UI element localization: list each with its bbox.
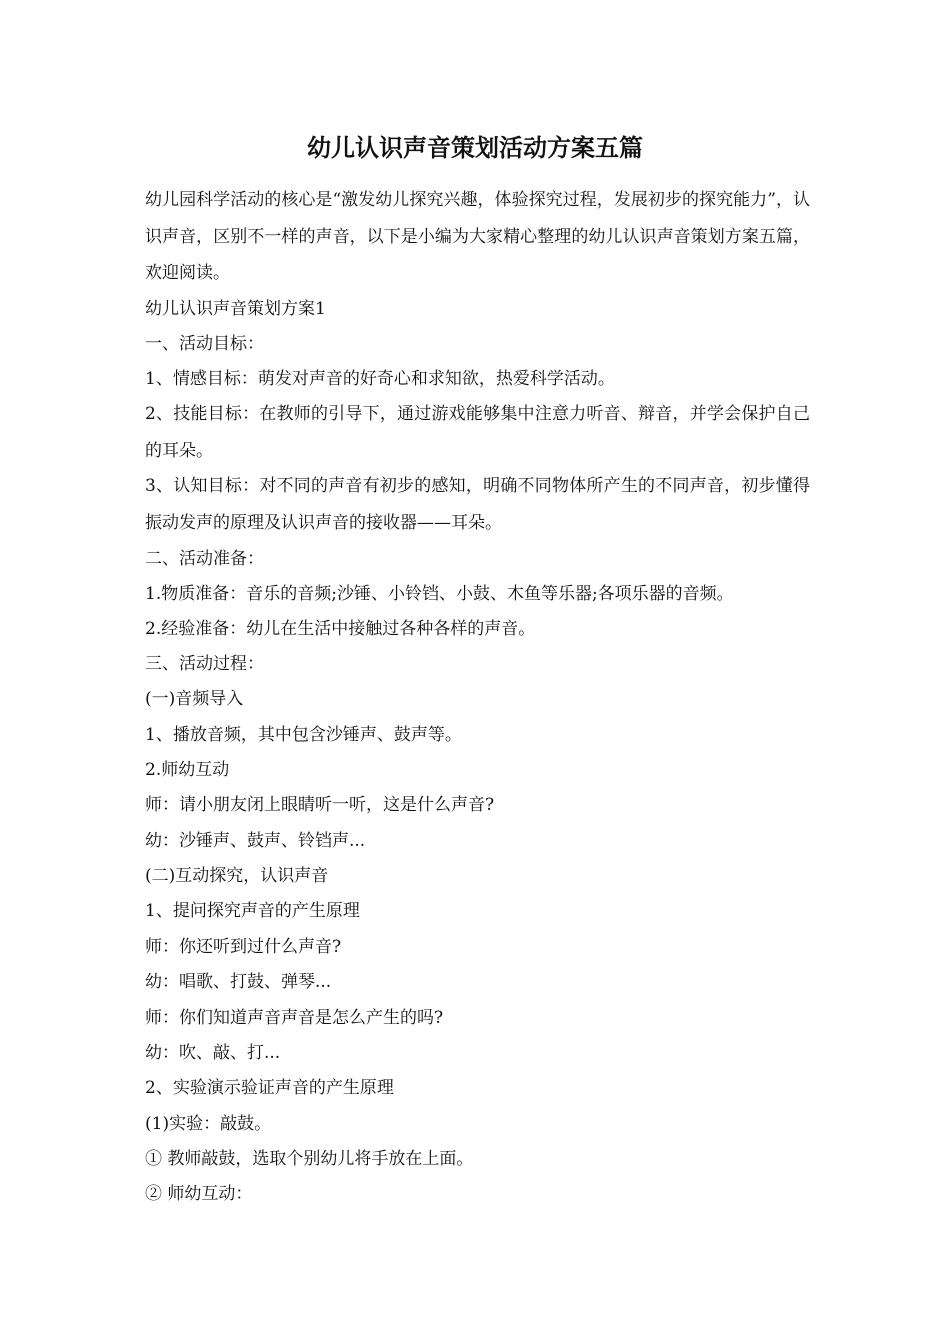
prep-experience: 2.经验准备：幼儿在生活中接触过各种各样的声音。 <box>145 619 536 639</box>
dialogue-teacher-2: 师：你还听到过什么声音? <box>145 937 342 957</box>
experiment-drum: (1)实验：敲鼓。 <box>145 1114 272 1134</box>
document-title: 幼儿认识声音策划活动方案五篇 <box>307 133 643 162</box>
dialogue-child-2: 幼：唱歌、打鼓、弹琴... <box>145 972 332 992</box>
step-interaction: 2.师幼互动 <box>145 760 230 780</box>
step-audio-intro: (一)音频导入 <box>145 689 244 709</box>
dialogue-child-1: 幼：沙锤声、鼓声、铃铛声... <box>145 831 366 851</box>
step-experiment-demo: 2、实验演示验证声音的产生原理 <box>145 1078 394 1098</box>
step-explore-sound: (二)互动探究，认识声音 <box>145 866 329 886</box>
dialogue-teacher-3: 师：你们知道声音声音是怎么产生的吗? <box>145 1008 444 1028</box>
experiment-step-1: ① 教师敲鼓，选取个别幼儿将手放在上面。 <box>145 1149 474 1169</box>
goal-emotion: 1、情感目标：萌发对声音的好奇心和求知欲，热爱科学活动。 <box>145 369 615 389</box>
heading-activity-process: 三、活动过程： <box>145 654 264 674</box>
dialogue-child-3: 幼：吹、敲、打... <box>145 1043 281 1063</box>
dialogue-teacher-1: 师：请小朋友闭上眼睛听一听，这是什么声音? <box>145 795 495 815</box>
section-heading-plan-1: 幼儿认识声音策划方案1 <box>145 299 326 319</box>
prep-materials: 1.物质准备：音乐的音频;沙锤、小铃铛、小鼓、木鱼等乐器;各项乐器的音频。 <box>145 584 734 604</box>
goal-skill: 2、技能目标：在教师的引导下，通过游戏能够集中注意力听音、辩音，并学会保护自己的耳朵。 <box>145 404 810 461</box>
heading-activity-goals: 一、活动目标： <box>145 334 264 354</box>
heading-activity-preparation: 二、活动准备： <box>145 549 264 569</box>
goal-cognition: 3、认知目标：对不同的声音有初步的感知，明确不同物体所产生的不同声音，初步懂得振动发声的原理及认识声音的接收器——耳朵。 <box>145 476 810 533</box>
intro-paragraph: 幼儿园科学活动的核心是“激发幼儿探究兴趣，体验探究过程，发展初步的探究能力”，认识声音，区别不一样的声音，以下是小编为大家精心整理的幼儿认识声音策划方案五篇，欢迎阅读。 <box>145 190 810 283</box>
experiment-step-2: ② 师幼互动： <box>145 1184 253 1204</box>
step-play-audio: 1、播放音频，其中包含沙锤声、鼓声等。 <box>145 725 462 745</box>
step-ask-origin: 1、提问探究声音的产生原理 <box>145 901 360 921</box>
